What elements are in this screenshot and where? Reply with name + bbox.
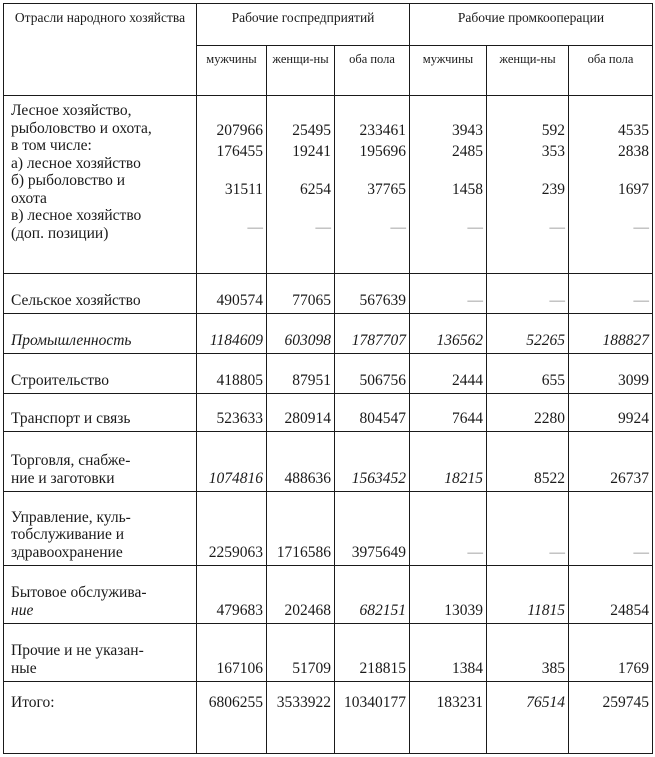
cell-value: 76514 <box>487 682 569 754</box>
header-coop-women: женщи-ны <box>487 46 569 96</box>
row-label-total: Итого: <box>4 682 197 754</box>
row-label-industry: Промышленность <box>4 314 197 354</box>
table-row-trade <box>4 432 653 492</box>
cell-value: 136562 <box>410 314 487 354</box>
cell-value: 87951 <box>267 354 335 394</box>
header-row-groups <box>4 4 653 46</box>
cell-value: 18215 <box>410 432 487 492</box>
cell-value: 218815 <box>335 624 410 682</box>
cell-value: 523633 <box>197 394 267 432</box>
cell-value: 1563452 <box>335 432 410 492</box>
row-label-household: Бытовое обслужива- ние <box>4 566 197 624</box>
header-state-workers: Рабочие госпредприятий <box>197 4 410 46</box>
cell-value: 188827 <box>569 314 653 354</box>
row-label-construction: Строительство <box>4 354 197 394</box>
row-label-forestry: Лесное хозяйство, рыболовство и охота, в том числе: а) лесное хозяйство б) рыболовство и охота в) лесное хозяйство (доп. позиции) <box>4 96 197 274</box>
table-row-industry <box>4 314 653 354</box>
cell-value: 10340177 <box>335 682 410 754</box>
header-state-women: женщи-ны <box>267 46 335 96</box>
cell-value: — <box>487 274 569 314</box>
table-row-agriculture <box>4 274 653 314</box>
header-state-both: оба пола <box>335 46 410 96</box>
table-row-other <box>4 624 653 682</box>
cell-value: 1384 <box>410 624 487 682</box>
cell-value: 6806255 <box>197 682 267 754</box>
table-row-household <box>4 566 653 624</box>
cell-value: 52265 <box>487 314 569 354</box>
cell-value: 682151 <box>335 566 410 624</box>
cell-forestry-state-women: 25495 19241 6254 — <box>267 96 335 274</box>
header-state-men: мужчины <box>197 46 267 96</box>
cell-value: 167106 <box>197 624 267 682</box>
cell-value: 1769 <box>569 624 653 682</box>
cell-value: 11815 <box>487 566 569 624</box>
cell-value: 1184609 <box>197 314 267 354</box>
cell-value: 77065 <box>267 274 335 314</box>
cell-value: 804547 <box>335 394 410 432</box>
cell-value: 13039 <box>410 566 487 624</box>
cell-value: — <box>410 274 487 314</box>
cell-value: 1716586 <box>267 492 335 566</box>
cell-value: 655 <box>487 354 569 394</box>
cell-value: — <box>410 492 487 566</box>
cell-value: 3975649 <box>335 492 410 566</box>
cell-forestry-coop-both: 4535 2838 1697 — <box>569 96 653 274</box>
header-branch: Отрасли народного хозяйства <box>4 4 197 96</box>
cell-value: 1074816 <box>197 432 267 492</box>
cell-forestry-coop-men: 3943 2485 1458 — <box>410 96 487 274</box>
cell-value: 2280 <box>487 394 569 432</box>
cell-value: 51709 <box>267 624 335 682</box>
table-row-management <box>4 492 653 566</box>
cell-value: 280914 <box>267 394 335 432</box>
cell-value: — <box>569 492 653 566</box>
cell-value: 24854 <box>569 566 653 624</box>
row-label-trade: Торговля, снабже- ние и заготовки <box>4 432 197 492</box>
cell-value: 26737 <box>569 432 653 492</box>
row-label-management: Управление, куль- тобслуживание и здравоохранение <box>4 492 197 566</box>
cell-value: 490574 <box>197 274 267 314</box>
cell-value: 603098 <box>267 314 335 354</box>
cell-value: 7644 <box>410 394 487 432</box>
header-coop-both: оба пола <box>569 46 653 96</box>
cell-value: 9924 <box>569 394 653 432</box>
cell-value: 202468 <box>267 566 335 624</box>
cell-value: 8522 <box>487 432 569 492</box>
cell-value: 259745 <box>569 682 653 754</box>
cell-value: 3533922 <box>267 682 335 754</box>
row-label-transport: Транспорт и связь <box>4 394 197 432</box>
table-row-construction <box>4 354 653 394</box>
table-row-forestry <box>4 96 653 274</box>
cell-forestry-coop-women: 592 353 239 — <box>487 96 569 274</box>
cell-value: 385 <box>487 624 569 682</box>
cell-value: 2259063 <box>197 492 267 566</box>
table-row-total <box>4 682 653 754</box>
cell-value: 2444 <box>410 354 487 394</box>
cell-value: 488636 <box>267 432 335 492</box>
cell-forestry-state-men: 207966 176455 31511 — <box>197 96 267 274</box>
header-coop-workers: Рабочие промкооперации <box>410 4 653 46</box>
cell-value: — <box>569 274 653 314</box>
cell-value: 567639 <box>335 274 410 314</box>
cell-value: — <box>487 492 569 566</box>
statistics-table <box>3 3 653 754</box>
cell-value: 506756 <box>335 354 410 394</box>
cell-forestry-state-both: 233461 195696 37765 — <box>335 96 410 274</box>
cell-value: 479683 <box>197 566 267 624</box>
header-coop-men: мужчины <box>410 46 487 96</box>
row-label-agriculture: Сельское хозяйство <box>4 274 197 314</box>
row-label-other: Прочие и не указан- ные <box>4 624 197 682</box>
cell-value: 183231 <box>410 682 487 754</box>
cell-value: 1787707 <box>335 314 410 354</box>
cell-value: 3099 <box>569 354 653 394</box>
cell-value: 418805 <box>197 354 267 394</box>
table-row-transport <box>4 394 653 432</box>
